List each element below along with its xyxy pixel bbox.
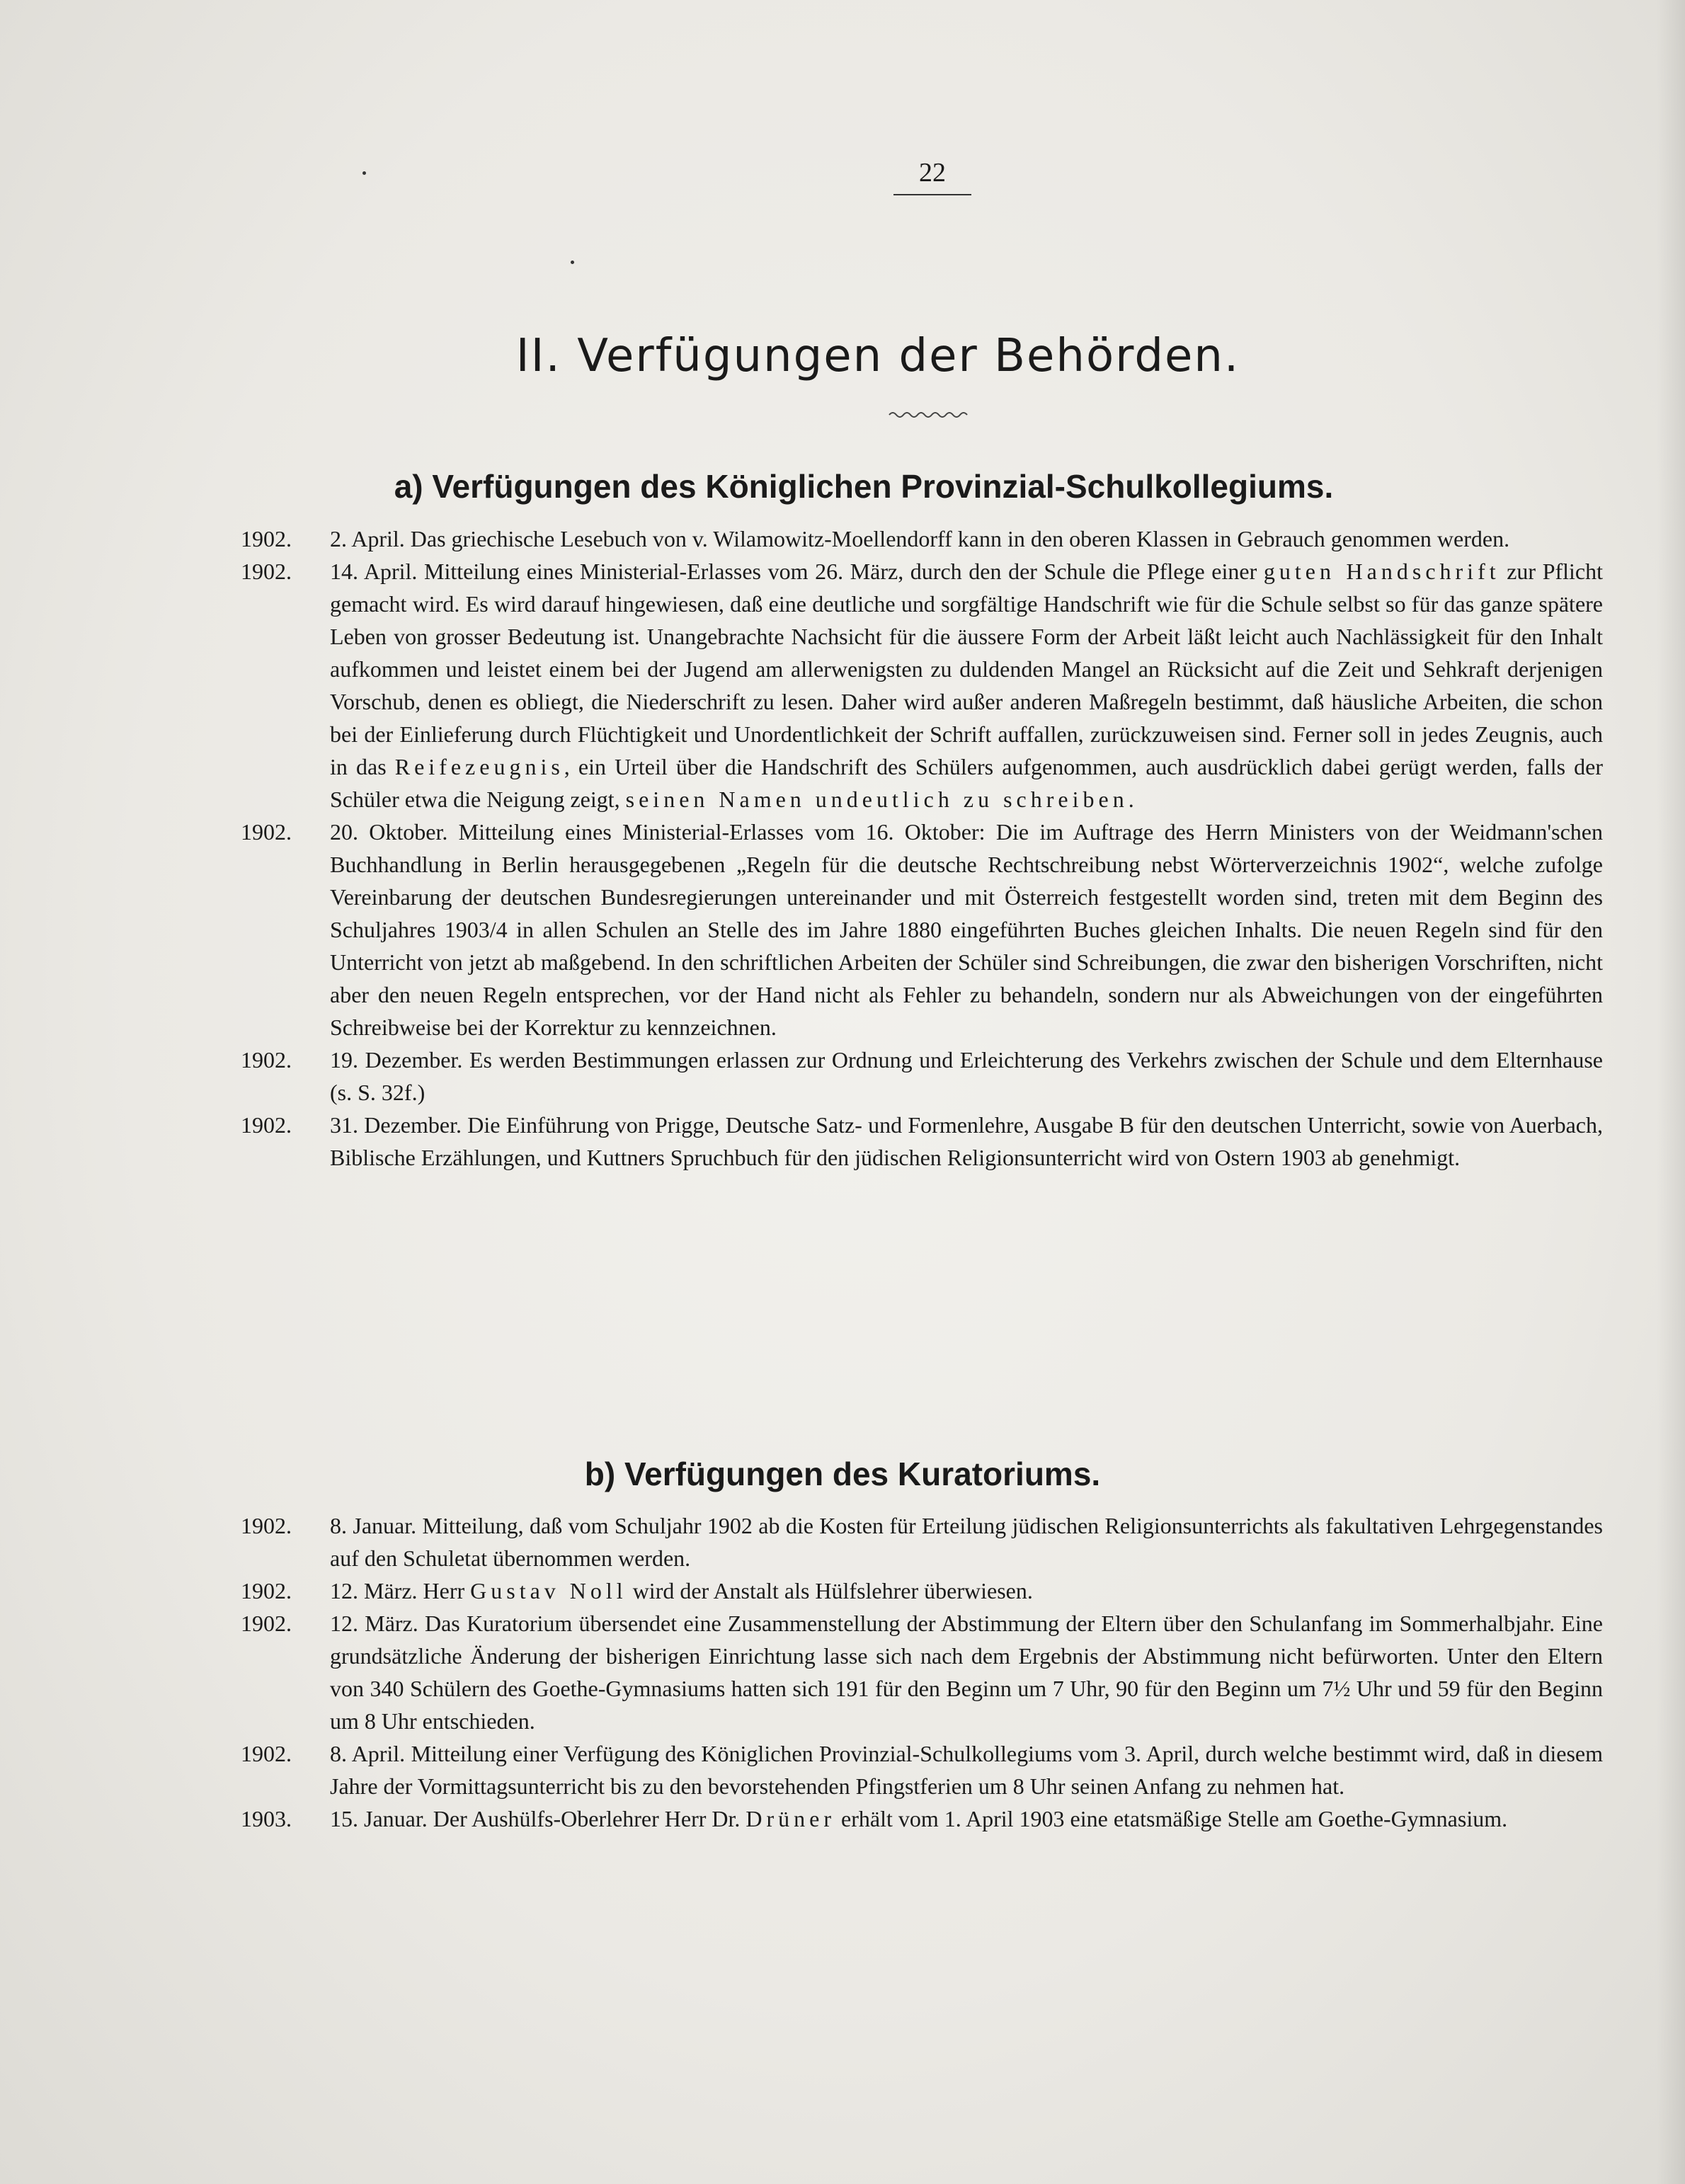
entry-year: 1902. — [241, 819, 292, 845]
page-number: 22 — [893, 157, 971, 195]
entry-year: 1902. — [241, 1513, 292, 1538]
entry-text-part: . — [1128, 787, 1134, 812]
entry-text-part: 8. April. Mitteilung einer Verfügung des Königlichen Provinzial-Schulkollegiums vom 3. April, durch welche bestimmt wird, daß in diesem Jahre der Vormittagsunterricht bis zu den bevorstehenden Pfingstferien um 8 Uhr seinen Anfang zu nehmen hat. — [330, 1741, 1603, 1799]
entry-text — [330, 1109, 1603, 1174]
entry-item — [241, 555, 1603, 816]
entry-item — [241, 1737, 1603, 1802]
section-a-heading: a) Verfügungen des Königlichen Provinzial-Schulkollegiums. — [394, 468, 1334, 505]
entry-text-part: 15. Januar. Der Aushülfs-Oberlehrer Herr Dr. — [330, 1806, 746, 1831]
entry-item — [241, 1802, 1603, 1835]
entry-text — [330, 1509, 1603, 1574]
entry-item — [241, 1044, 1603, 1109]
entry-year: 1902. — [241, 1741, 292, 1766]
entry-item — [241, 1109, 1603, 1174]
entry-text — [330, 1607, 1603, 1737]
section-b-entries — [241, 1509, 1603, 1835]
entry-text — [330, 1574, 1603, 1607]
entry-text — [330, 1044, 1603, 1109]
speck — [571, 261, 574, 264]
scan-edge-shadow — [1657, 0, 1685, 2184]
entry-text-part: wird der Anstalt als Hülfslehrer überwiesen. — [627, 1578, 1033, 1603]
speck — [362, 171, 366, 175]
entry-text-part: zur Pflicht gemacht wird. Es wird darauf hingewiesen, daß eine deutliche und sorgfältige Handschrift wie für die Schule selbst so für das ganze spätere Leben von grosser Bedeutung ist. Unangebrachte Nachsicht für die äussere Form der Arbeit läßt leicht auch Nachlässigkeit für den Inhalt aufkommen und leistet einem bei der Jugend am allerwenigsten zu duldenden Mangel an Rücksicht auf die Zeit und Sehkraft derjenigen Vorschub, denen es obliegt, die Niederschrift zu lesen. Daher wird außer anderen Maßregeln bestimmt, daß häusliche Arbeiten, die schon bei der Einlieferung durch Flüchtigkeit und Unordentlichkeit der Schrift auffallen, zurückzuweisen sind. Ferner soll in jedes Zeugnis, auch in das — [330, 559, 1604, 779]
spaced-emphasis: Drüner — [746, 1806, 835, 1831]
spaced-emphasis: Reifezeugnis — [394, 754, 564, 779]
entry-text — [330, 555, 1603, 816]
entry-text-part: 12. März. Das Kuratorium übersendet eine Zusammenstellung der Abstimmung der Eltern über den Schulanfang im Sommerhalbjahr. Eine grundsätzliche Änderung der bisherigen Einrichtung lasse sich nach dem Ergebnis der Abstimmung nicht befürworten. Unter den Eltern von 340 Schülern des Goethe-Gymnasiums hatten sich 191 für den Beginn um 7 Uhr, 90 für den Beginn um 7½ Uhr und 59 für den Beginn um 8 Uhr entschieden. — [330, 1611, 1603, 1734]
entry-year: 1903. — [241, 1806, 292, 1831]
entry-year: 1902. — [241, 526, 292, 551]
entry-text-part: 14. April. Mitteilung eines Ministerial-Erlasses vom 26. März, durch den der Schule die Pflege einer — [330, 559, 1264, 584]
entry-text — [330, 1737, 1603, 1802]
entry-text-part: 19. Dezember. Es werden Bestimmungen erlassen zur Ordnung und Erleichterung des Verkehrs zwischen der Schule und dem Elternhause (s. S. 32f.) — [330, 1047, 1603, 1105]
entry-item — [241, 1509, 1603, 1574]
entry-text — [330, 816, 1603, 1044]
entry-text-part: 20. Oktober. Mitteilung eines Ministerial-Erlasses vom 16. Oktober: Die im Auftrage des Herrn Ministers von der Weidmann'schen Buchhandlung in Berlin herausgegebenen „Regeln für die deutsche Rechtschreibung nebst Wörterverzeichnis 1902“, welche zufolge Vereinbarung der deutschen Bundesregierungen untereinander und mit Österreich festgestellt worden sind, treten mit dem Beginn des Schuljahres 1903/4 in allen Schulen an Stelle des im Jahre 1880 eingeführten Buches gleichen Inhalts. Die neuen Regeln sind für den Unterricht von jetzt ab maßgebend. In den schriftlichen Arbeiten der Schüler sind Schreibungen, die zwar den bisherigen Vorschriften, nicht aber den neuen Regeln entsprechen, vor der Hand nicht als Fehler zu behandeln, sondern nur als Abweichungen von der eingeführten Schreibweise bei der Korrektur zu kennzeichnen. — [330, 819, 1603, 1040]
section-b-heading: b) Verfügungen des Kuratoriums. — [584, 1456, 1101, 1492]
entry-year: 1902. — [241, 1611, 292, 1636]
entry-text — [330, 1802, 1603, 1835]
entry-year: 1902. — [241, 1112, 292, 1138]
entry-text — [330, 522, 1603, 555]
ornament-squiggle — [888, 409, 973, 421]
spaced-emphasis: Gustav Noll — [470, 1578, 627, 1603]
entry-year: 1902. — [241, 559, 292, 584]
spaced-emphasis: guten Handschrift — [1263, 559, 1500, 584]
spaced-emphasis: seinen Namen undeutlich zu schreiben — [625, 787, 1129, 812]
entry-text-part: 2. April. Das griechische Lesebuch von v. Wilamowitz-Moellendorff kann in den oberen Klassen in Gebrauch genommen werden. — [330, 526, 1510, 551]
entry-item — [241, 522, 1603, 555]
section-a-entries — [241, 522, 1603, 1174]
entry-text-part: 31. Dezember. Die Einführung von Prigge, Deutsche Satz- und Formenlehre, Ausgabe B für den deutschen Unterricht, sowie von Auerbach, Biblische Erzählungen, und Kuttners Spruchbuch für den jüdischen Religionsunterricht wird von Ostern 1903 ab genehmigt. — [330, 1112, 1603, 1170]
entry-year: 1902. — [241, 1578, 292, 1603]
entry-text-part: 8. Januar. Mitteilung, daß vom Schuljahr 1902 ab die Kosten für Erteilung jüdischen Religionsunterrichts als fakultativen Lehrgegenstandes auf den Schuletat übernommen werden. — [330, 1513, 1603, 1571]
entry-item — [241, 1607, 1603, 1737]
entry-year: 1902. — [241, 1047, 292, 1073]
entry-item — [241, 1574, 1603, 1607]
entry-text-part: erhält vom 1. April 1903 eine etatsmäßige Stelle am Goethe-Gymnasium. — [835, 1806, 1508, 1831]
entry-text-part: 12. März. Herr — [330, 1578, 471, 1603]
page-title: II. Verfügungen der Behörden. — [515, 330, 1240, 382]
entry-text-part: , ein Urteil über die Handschrift des Schülers aufgenommen, auch ausdrücklich dabei gerügt werden, falls der Schüler etwa die Neigung zeigt, — [330, 754, 1604, 812]
entry-item — [241, 816, 1603, 1044]
